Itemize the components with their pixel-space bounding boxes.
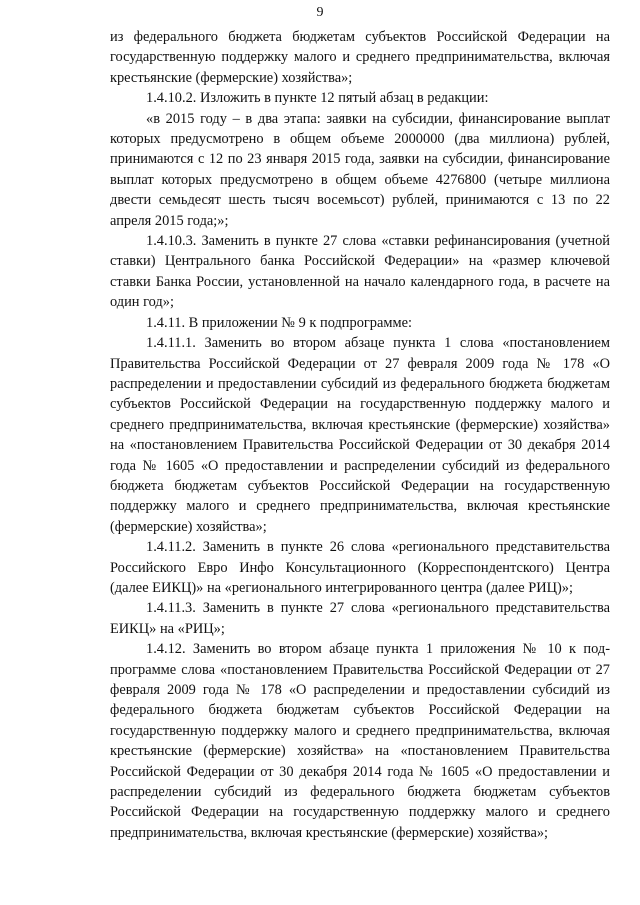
paragraph-1-4-10-3: 1.4.10.3. Заменить в пункте 27 слова «ставки рефинансирования (учетной ставки) Центрального банка Российской Федерации» на «размер ключевой ставки Банка России, установленной на начало календарного года, в расчете на один год»; <box>110 233 610 311</box>
paragraph-1-4-11-2: 1.4.11.2. Заменить в пункте 26 слова «регионального представительства Российского Евро Инфо Консультационного (Корреспондентского) Центра (далее ЕИКЦ)» на «регионального интегрированного центра (далее РИЦ)»; <box>110 539 610 596</box>
paragraph-1-4-10-2: 1.4.10.2. Изложить в пункте 12 пятый абзац в редакции: <box>146 90 489 107</box>
paragraph-1-4-11-3: 1.4.11.3. Заменить в пункте 27 слова «регионального представительства ЕИКЦ» на «РИЦ»; <box>110 600 610 637</box>
paragraph-1-4-11-1: 1.4.11.1. Заменить во втором абзаце пункта 1 слова «постановлением Правительства Российской Федерации от 27 февраля 2009 года № 178 «О распределении и предоставлении субсидий из федерального бюджета бюджетам субъектов Российской Федерации на государственную поддержку малого и среднего предпринимательства, включая крестьянские (фермерские) хозяйства» на «постановлением Правительства Российской Федерации от 30 декабря 2014 года № 1605 «О предоставлении и распределении субсидий из федерального бюджета бюджетам субъектов Российской Федерации на государственную поддержку малого и среднего предпринимательства, включая крестьянские (фермерские) хозяйства»; <box>110 335 610 535</box>
paragraph-1-4-12: 1.4.12. Заменить во втором абзаце пункта 1 приложения № 10 к подпрограмме слова «постановлением Правительства Российской Федерации от 27 февраля 2009 года № 178 «О распределении и предоставлении субсидий из федерального бюджета бюджетам субъектов Российской Федерации на государственную поддержку малого и среднего предпринимательства, включая крестьянские (фермерские) хозяйства» на «постановлением Правительства Российской Федерации от 30 декабря 2014 года № 1605 «О предоставлении и распределении субсидий из федерального бюджета бюджетам субъектов Российской Федерации на государственную поддержку малого и среднего предпринимательства, включая крестьянские (фермерские) хозяйства»; <box>110 641 610 841</box>
page-number: 9 <box>316 5 324 20</box>
paragraph-1-4-11: 1.4.11. В приложении № 9 к подпрограмме: <box>146 314 412 331</box>
paragraph-quoted-edition: «в 2015 году – в два этапа: заявки на субсидии, финансирование выплат которых предусмотрено в общем объеме 2000000 (два миллиона) рублей, принимаются с 12 по 23 января 2015 года, заявки на субсидии, финансирование выплат которых предусмотрено в общем объеме 4276800 (четыре миллиона двести семьдесят шесть тысяч восемьсот) рублей, принимаются с 13 по 22 апреля 2015 года;»; <box>110 110 610 229</box>
document-body <box>110 27 610 843</box>
paragraph-continuation: из федерального бюджета бюджетам субъектов Российской Федерации на государственную поддержку малого и среднего предпринимательства, включая крестьянские (фермерские) хозяйства»; <box>110 29 610 86</box>
